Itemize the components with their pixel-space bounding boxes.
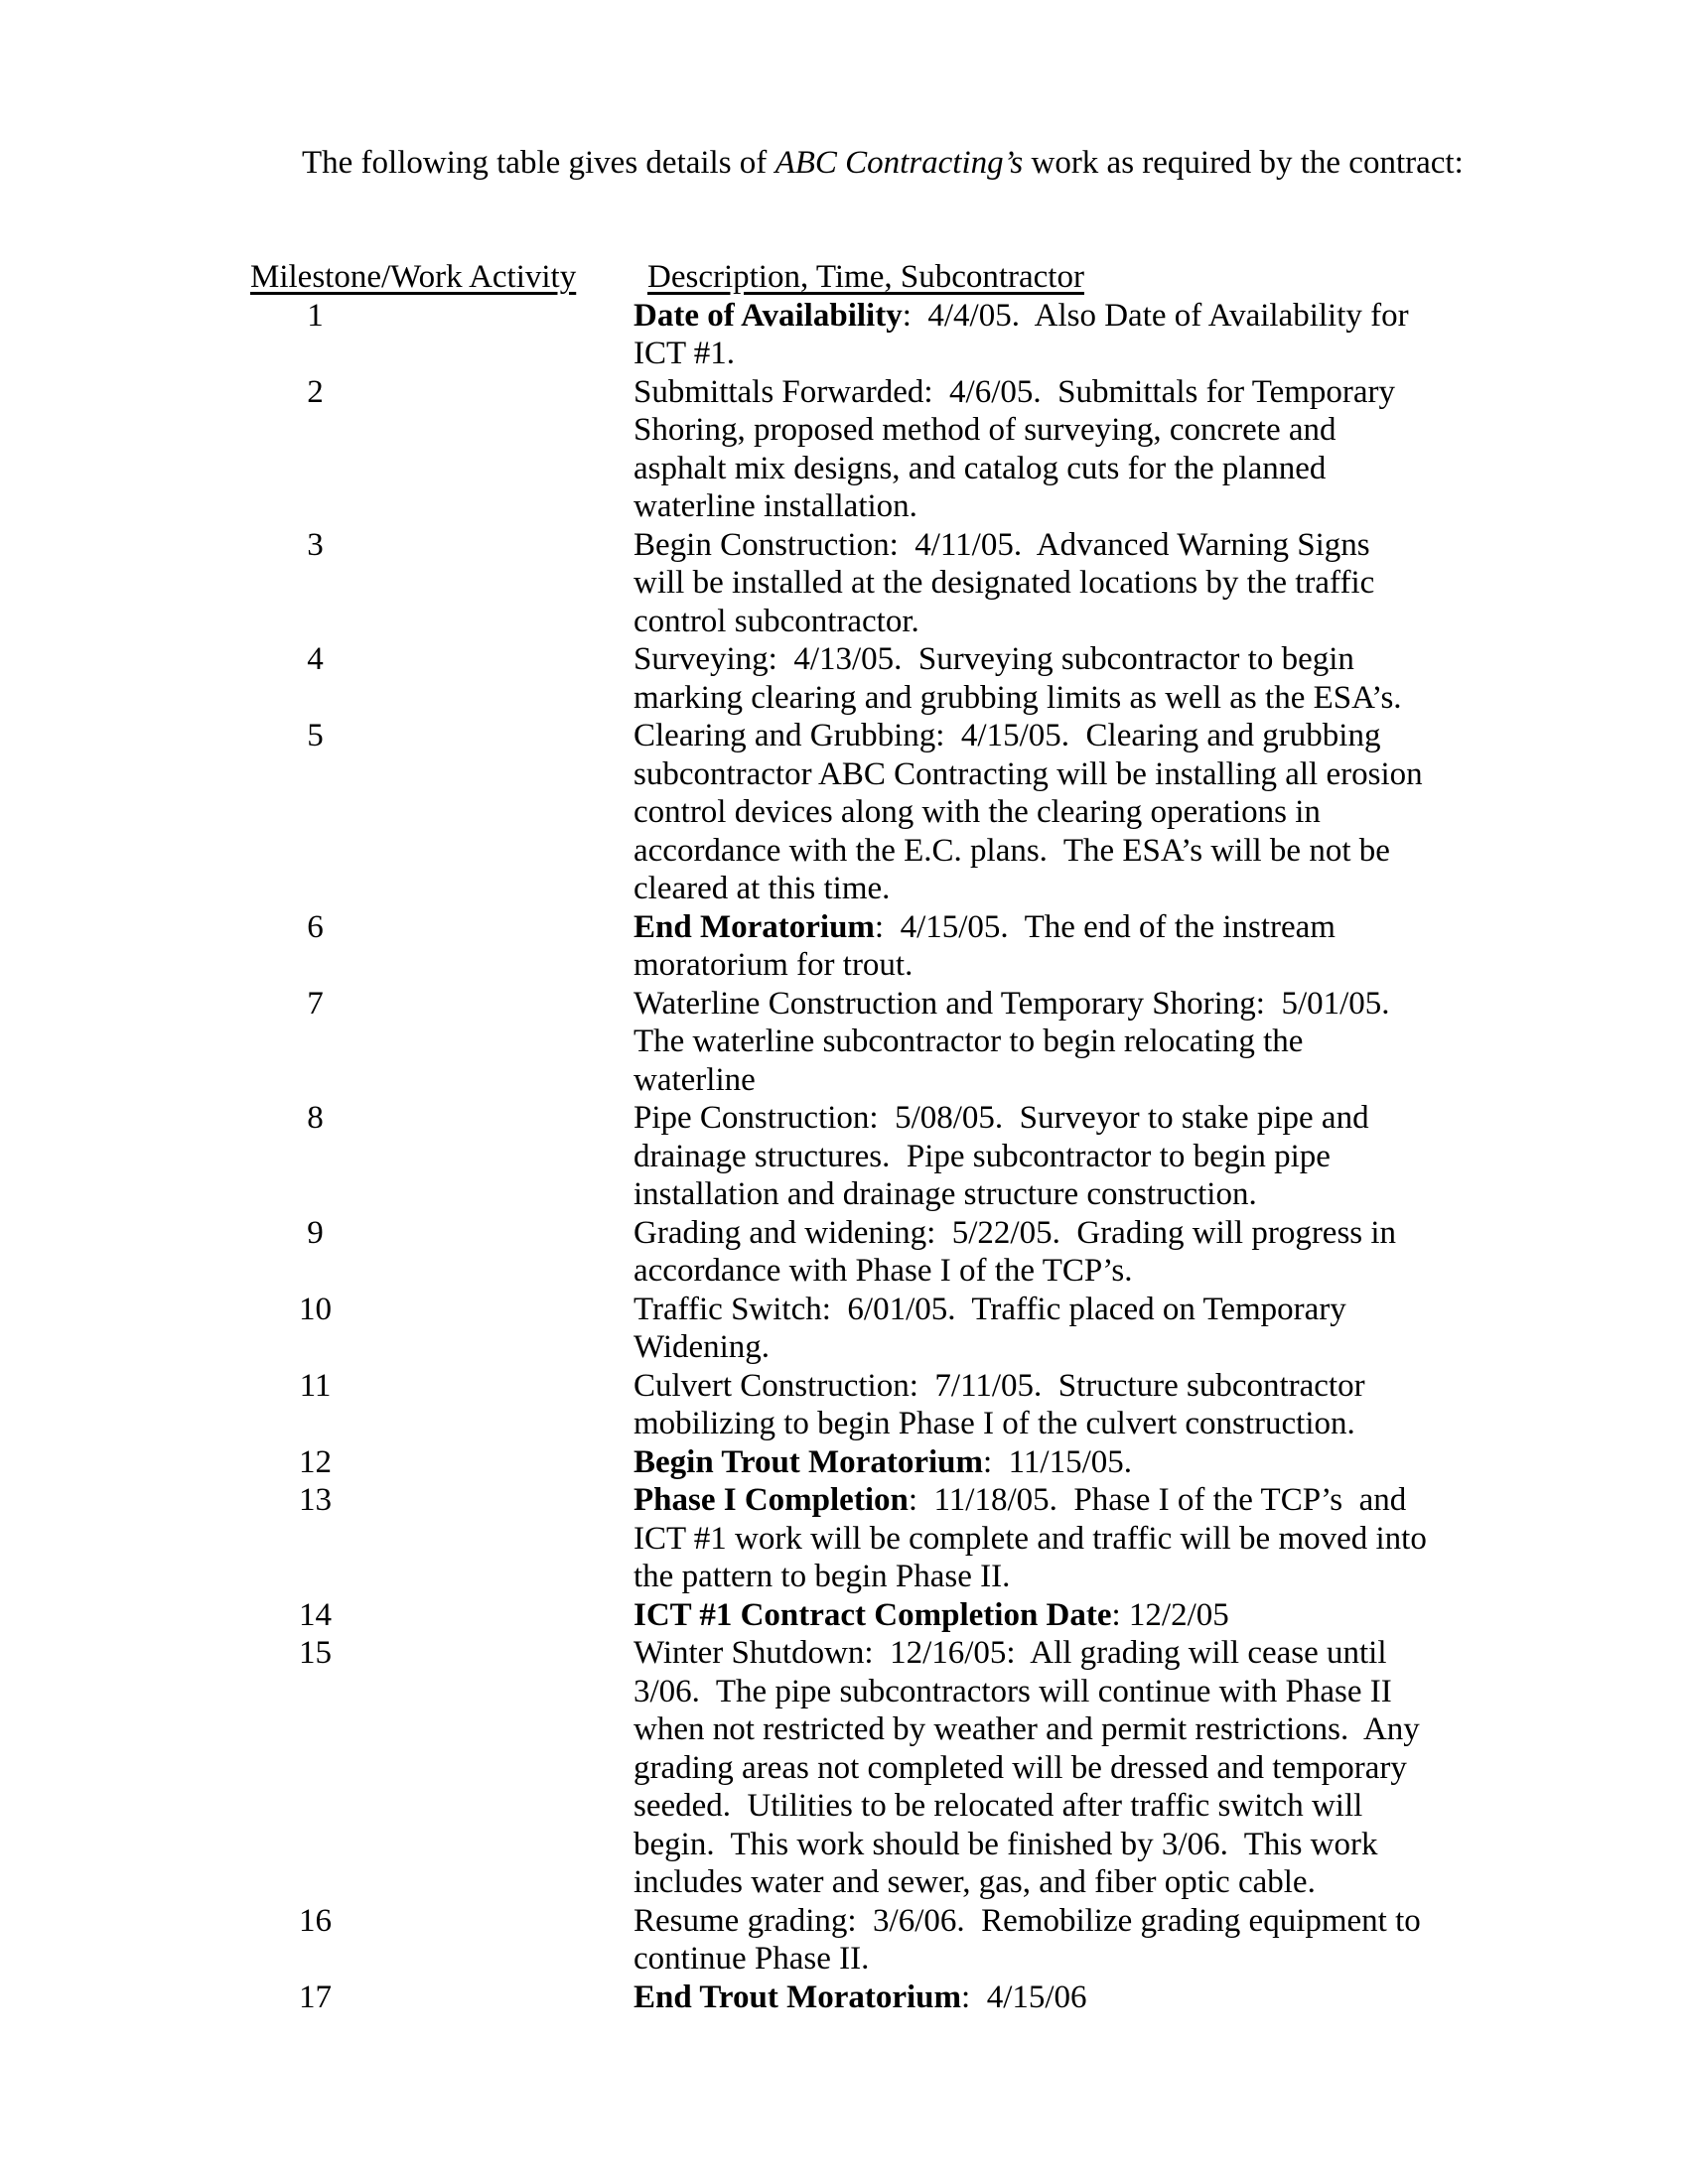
description-text: Clearing and Grubbing: 4/15/05. Clearing and grubbing: [633, 718, 1381, 753]
description-text: 3/06. The pipe subcontractors will continue with Phase II: [633, 1673, 1392, 1709]
description-line: [633, 411, 1395, 450]
description-line: [633, 1558, 1427, 1596]
column-header-description: Description, Time, Subcontractor: [647, 259, 1084, 295]
milestone-number: 6: [307, 908, 324, 945]
bold-label: End Moratorium: [633, 908, 875, 945]
description-line: [633, 755, 1423, 794]
milestone-description: [633, 1902, 1421, 1979]
bold-label: End Trout Moratorium: [633, 1979, 962, 2015]
description-text: waterline: [633, 1061, 756, 1098]
description-text: moratorium for trout.: [633, 947, 914, 983]
description-line: [633, 1863, 1420, 1902]
table-row: [248, 526, 1427, 641]
milestone-number: 3: [307, 526, 324, 563]
milestone-description: [633, 1634, 1420, 1902]
milestone-number: 16: [299, 1902, 332, 1939]
milestone-number: 5: [307, 718, 324, 753]
milestone-table: [248, 258, 1427, 2016]
description-line: [633, 1138, 1369, 1176]
description-line: [633, 487, 1395, 526]
description-line: [633, 1291, 1346, 1329]
milestone-description: [633, 640, 1402, 717]
intro-text-after: work as required by the contract:: [1023, 145, 1464, 181]
description-line: [633, 603, 1374, 641]
milestone-number: 12: [299, 1443, 332, 1480]
description-line: [633, 1673, 1420, 1711]
milestone-number: 1: [307, 297, 324, 334]
description-line: [633, 640, 1402, 679]
description-text: when not restricted by weather and permit restrictions. Any: [633, 1711, 1420, 1747]
table-row: [248, 1481, 1427, 1596]
milestone-description: [633, 1214, 1396, 1291]
bold-label: Begin Trout Moratorium: [633, 1443, 983, 1480]
description-text: Resume grading: 3/6/06. Remobilize grading equipment to: [633, 1902, 1421, 1939]
description-line: [633, 335, 1409, 373]
description-text: ICT #1.: [633, 336, 736, 371]
description-line: [633, 1214, 1396, 1253]
milestone-description: [633, 1443, 1132, 1482]
table-row: [248, 1443, 1427, 1482]
milestone-number: 13: [299, 1482, 332, 1518]
table-row: [248, 908, 1427, 985]
table-row: [248, 1291, 1427, 1367]
description-text: cleared at this time.: [633, 871, 891, 906]
description-text: Grading and widening: 5/22/05. Grading will progress in: [633, 1214, 1397, 1251]
description-text: Pipe Construction: 5/08/05. Surveyor to stake pipe and: [633, 1100, 1369, 1136]
description-text: will be installed at the designated locations by the traffic: [633, 565, 1375, 601]
bold-label: ICT #1 Contract Completion Date: [633, 1596, 1112, 1633]
milestone-description: [633, 526, 1374, 641]
table-row: [248, 1634, 1427, 1902]
table-row: [248, 297, 1427, 373]
description-line: [633, 1405, 1365, 1443]
milestone-number: 10: [299, 1291, 332, 1327]
milestone-number: 2: [307, 373, 324, 410]
description-text: ICT #1 work will be complete and traffic will be moved into: [633, 1520, 1427, 1557]
table-body: [248, 297, 1427, 2017]
description-line: [633, 1710, 1420, 1749]
description-line: [633, 1252, 1396, 1291]
table-row: [248, 985, 1427, 1100]
description-line: [633, 1596, 1229, 1635]
milestone-description: [633, 1367, 1365, 1443]
milestone-number: 14: [299, 1596, 332, 1633]
table-row: [248, 1596, 1427, 1635]
intro-paragraph: [248, 143, 1470, 183]
milestone-description: [633, 908, 1336, 985]
bold-label: Phase I Completion: [633, 1482, 909, 1518]
description-text: Shoring, proposed method of surveying, concrete and: [633, 412, 1336, 448]
table-row: [248, 1902, 1427, 1979]
description-line: [633, 1902, 1421, 1941]
description-text: mobilizing to begin Phase I of the culvert construction.: [633, 1406, 1355, 1441]
milestone-number: 11: [299, 1367, 332, 1404]
description-text: continue Phase II.: [633, 1941, 870, 1977]
description-text: the pattern to begin Phase II.: [633, 1559, 1011, 1594]
description-text: Winter Shutdown: 12/16/05: All grading will cease until: [633, 1635, 1387, 1671]
table-row: [248, 1979, 1427, 2017]
milestone-description: [633, 1979, 1087, 2017]
milestone-description: [633, 1481, 1427, 1596]
milestone-number: 7: [307, 985, 324, 1022]
description-line: [633, 679, 1402, 718]
description-line: [633, 450, 1395, 488]
table-row: [248, 640, 1427, 717]
description-text: waterline installation.: [633, 488, 917, 524]
description-line: [633, 908, 1336, 947]
company-name-italic: ABC Contracting’s: [774, 145, 1024, 181]
description-line: [633, 793, 1423, 832]
description-text: Surveying: 4/13/05. Surveying subcontractor to begin: [633, 641, 1354, 677]
description-line: [633, 1826, 1420, 1864]
description-text: subcontractor ABC Contracting will be installing all erosion: [633, 755, 1423, 792]
description-text: asphalt mix designs, and catalog cuts for the planned: [633, 450, 1327, 486]
milestone-description: [633, 717, 1423, 908]
description-text: The waterline subcontractor to begin relocating the: [633, 1024, 1304, 1059]
description-text: accordance with Phase I of the TCP’s.: [633, 1253, 1133, 1289]
description-line: [633, 1749, 1420, 1788]
description-line: [633, 985, 1390, 1024]
milestone-number: 8: [307, 1100, 324, 1136]
description-text: grading areas not completed will be dressed and temporary: [633, 1749, 1407, 1786]
milestone-description: [633, 1596, 1229, 1635]
description-line: [633, 1979, 1087, 2017]
description-text: Culvert Construction: 7/11/05. Structure subcontractor: [633, 1367, 1365, 1404]
description-text: Begin Construction: 4/11/05. Advanced Warning Signs: [633, 526, 1370, 563]
milestone-description: [633, 297, 1409, 373]
description-text: : 4/15/06: [961, 1979, 1087, 2015]
column-header-milestone-cell: [248, 258, 635, 297]
description-line: [633, 1328, 1346, 1367]
milestone-number: 15: [299, 1635, 332, 1671]
description-text: Widening.: [633, 1329, 771, 1365]
description-line: [633, 1481, 1427, 1520]
description-text: : 12/2/05: [1111, 1596, 1229, 1633]
description-line: [633, 526, 1374, 565]
description-line: [633, 1367, 1365, 1406]
description-text: : 4/15/05. The end of the instream: [874, 908, 1336, 945]
description-line: [633, 1175, 1369, 1214]
description-line: [633, 564, 1374, 603]
description-line: [633, 1634, 1420, 1673]
description-line: [633, 717, 1423, 755]
description-text: marking clearing and grubbing limits as well as the ESA’s.: [633, 679, 1402, 716]
description-line: [633, 373, 1395, 412]
table-row: [248, 1367, 1427, 1443]
description-line: [633, 946, 1336, 985]
description-line: [633, 1023, 1390, 1061]
milestone-description: [633, 985, 1390, 1100]
column-header-milestone: Milestone/Work Activity: [250, 259, 577, 295]
description-text: : 4/4/05. Also Date of Availability for: [902, 297, 1409, 334]
milestone-description: [633, 373, 1395, 526]
description-text: control devices along with the clearing operations in: [633, 794, 1321, 830]
description-line: [633, 1520, 1427, 1559]
description-line: [633, 1061, 1390, 1100]
description-text: Traffic Switch: 6/01/05. Traffic placed on Temporary: [633, 1291, 1346, 1327]
table-header-row: [248, 258, 1427, 297]
description-text: begin. This work should be finished by 3/06. This work: [633, 1826, 1378, 1862]
intro-text-before: The following table gives details of: [302, 145, 775, 181]
milestone-number: 17: [299, 1979, 332, 2015]
table-row: [248, 717, 1427, 908]
description-line: [633, 297, 1409, 336]
description-line: [633, 1940, 1421, 1979]
milestone-number: 4: [307, 641, 324, 677]
column-header-description-cell: [635, 258, 1084, 297]
description-text: Submittals Forwarded: 4/6/05. Submittals for Temporary: [633, 373, 1396, 410]
description-text: includes water and sewer, gas, and fiber optic cable.: [633, 1864, 1316, 1900]
description-text: control subcontractor.: [633, 603, 919, 639]
description-text: : 11/18/05. Phase I of the TCP’s and: [908, 1482, 1407, 1518]
table-row: [248, 373, 1427, 526]
bold-label: Date of Availability: [633, 297, 903, 334]
description-line: [633, 832, 1423, 871]
description-line: [633, 1787, 1420, 1826]
table-row: [248, 1099, 1427, 1214]
description-text: accordance with the E.C. plans. The ESA’s will be not be: [633, 832, 1390, 869]
description-text: seeded. Utilities to be relocated after traffic switch will: [633, 1788, 1363, 1824]
milestone-number: 9: [307, 1214, 324, 1251]
description-text: : 11/15/05.: [982, 1443, 1133, 1480]
description-text: Waterline Construction and Temporary Shoring: 5/01/05.: [633, 985, 1390, 1022]
table-row: [248, 1214, 1427, 1291]
description-line: [633, 1099, 1369, 1138]
description-line: [633, 870, 1423, 908]
description-text: installation and drainage structure construction.: [633, 1176, 1257, 1212]
description-text: drainage structures. Pipe subcontractor to begin pipe: [633, 1138, 1331, 1174]
milestone-description: [633, 1099, 1369, 1214]
milestone-description: [633, 1291, 1346, 1367]
description-line: [633, 1443, 1132, 1482]
